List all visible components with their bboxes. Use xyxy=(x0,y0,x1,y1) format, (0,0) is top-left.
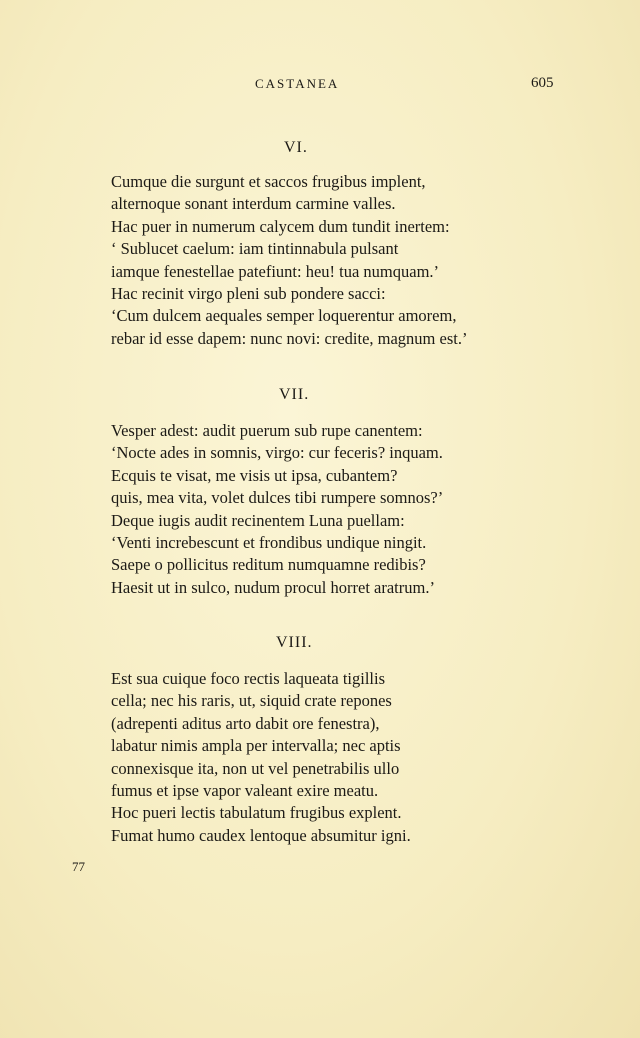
verse-line: Cumque die surgunt et saccos frugibus implent, xyxy=(111,172,426,191)
verse-line: cella; nec his raris, ut, siquid crate repones xyxy=(111,691,392,711)
stanza-viii xyxy=(111,668,411,847)
stanza-vi xyxy=(111,171,467,350)
verse-line: Deque iugis audit recinentem Luna puellam: xyxy=(111,510,405,530)
section-title-viii: VIII. xyxy=(276,634,313,651)
verse-line: Saepe o pollicitus reditum numquamne redibis? xyxy=(111,555,426,575)
verse-line: Est sua cuique foco rectis laqueata tigillis xyxy=(111,669,385,688)
verse-line: quis, mea vita, volet dulces tibi rumpere somnos?’ xyxy=(111,488,444,508)
verse-line: ‘Venti increbescunt et frondibus undique ningit. xyxy=(111,533,427,553)
verse-line: ‘Cum dulcem aequales semper loquerentur amorem, xyxy=(111,306,457,326)
verse-line: iamque fenestellae patefiunt: heu! tua numquam.’ xyxy=(111,261,440,281)
verse-line: Ecquis te visat, me visis ut ipsa, cubantem? xyxy=(111,465,398,485)
verse-line: rebar id esse dapem: nunc novi: credite, magnum est.’ xyxy=(111,328,468,348)
page-number: 605 xyxy=(531,75,554,91)
verse-line: Fumat humo caudex lentoque absumitur igni. xyxy=(111,825,411,845)
verse-line: connexisque ita, non ut vel penetrabilis ullo xyxy=(111,758,400,778)
section-title-vi: VI. xyxy=(284,139,308,156)
verse-line: fumus et ipse vapor valeant exire meatu. xyxy=(111,781,379,801)
verse-line: Hac puer in numerum calycem dum tundit inertem: xyxy=(111,216,450,236)
verse-line: Haesit ut in sulco, nudum procul horret aratrum.’ xyxy=(111,577,435,597)
running-title: CASTANEA xyxy=(255,76,340,91)
verse-line: Vesper adest: audit puerum sub rupe canentem: xyxy=(111,421,423,440)
signature-mark: 77 xyxy=(72,859,85,874)
verse-line: ‘Nocte ades in somnis, virgo: cur feceris? inquam. xyxy=(111,443,443,463)
verse-line: (adrepenti aditus arto dabit ore fenestra), xyxy=(111,713,380,733)
verse-line: labatur nimis ampla per intervalla; nec aptis xyxy=(111,736,401,756)
verse-line: alternoque sonant interdum carmine valles. xyxy=(111,194,396,214)
verse-line: Hoc pueri lectis tabulatum frugibus explent. xyxy=(111,803,402,823)
stanza-vii xyxy=(111,420,443,599)
verse-line: ‘ Sublucet caelum: iam tintinnabula pulsant xyxy=(111,239,399,259)
verse-line: Hac recinit virgo pleni sub pondere sacci: xyxy=(111,284,386,304)
section-title-vii: VII. xyxy=(279,386,310,403)
